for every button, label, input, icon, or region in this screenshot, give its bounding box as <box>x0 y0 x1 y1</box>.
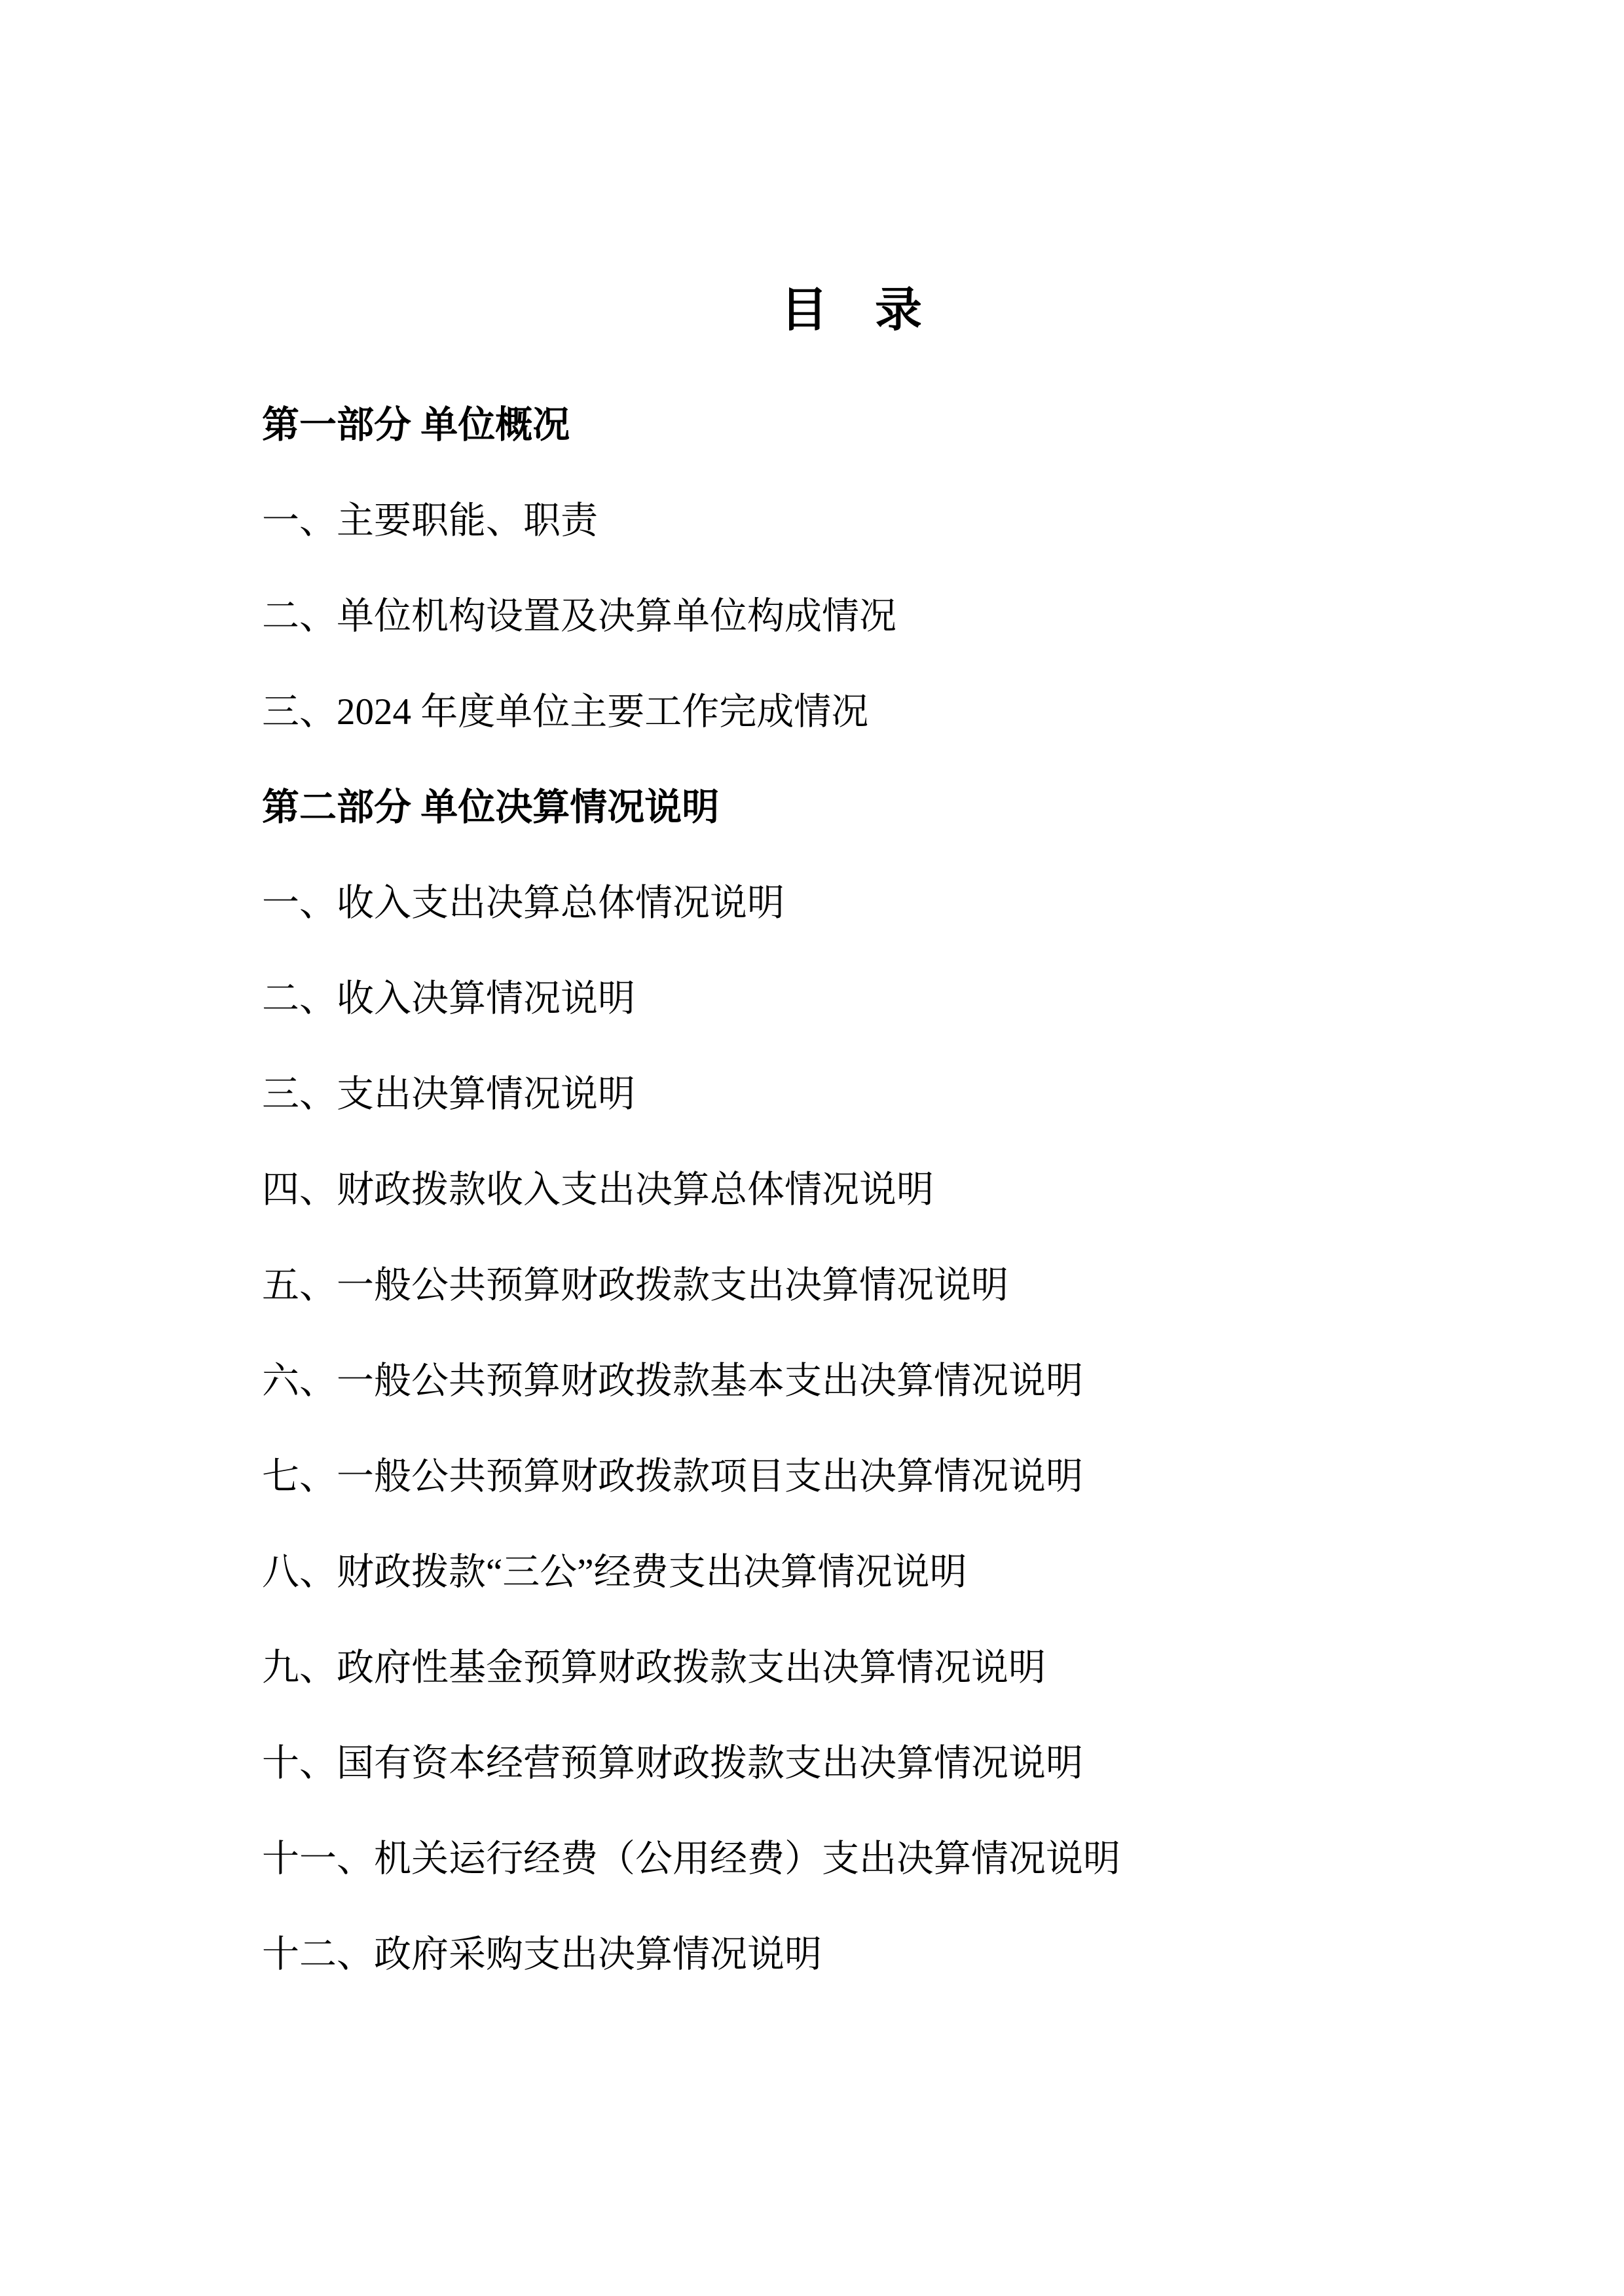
toc-item: 八、财政拨款“三公”经费支出决算情况说明 <box>262 1552 967 1593</box>
toc-item: 三、支出决算情况说明 <box>262 1074 635 1115</box>
table-of-contents <box>262 406 1454 2031</box>
toc-item: 一、主要职能、职责 <box>262 500 598 541</box>
toc-item: 十一、机关运行经费（公用经费）支出决算情况说明 <box>262 1838 1120 1880</box>
toc-item: 五、一般公共预算财政拨款支出决算情况说明 <box>262 1265 1008 1306</box>
toc-item: 三、2024 年度单位主要工作完成情况 <box>262 691 869 733</box>
page-title: 目 录 <box>780 284 922 337</box>
toc-item: 二、收入决算情况说明 <box>262 978 635 1019</box>
toc-item: 十二、政府采购支出决算情况说明 <box>262 1934 822 1975</box>
toc-item: 六、一般公共预算财政拨款基本支出决算情况说明 <box>262 1360 1083 1402</box>
toc-section-header: 第一部分 单位概况 <box>262 405 570 446</box>
toc-item: 二、单位机构设置及决算单位构成情况 <box>262 596 896 637</box>
toc-item: 十、国有资本经营预算财政拨款支出决算情况说明 <box>262 1743 1083 1784</box>
toc-item: 四、财政拨款收入支出决算总体情况说明 <box>262 1169 934 1211</box>
toc-section-header: 第二部分 单位决算情况说明 <box>262 787 720 828</box>
toc-item: 七、一般公共预算财政拨款项目支出决算情况说明 <box>262 1456 1083 1497</box>
toc-item: 一、收入支出决算总体情况说明 <box>262 883 784 924</box>
toc-item: 九、政府性基金预算财政拨款支出决算情况说明 <box>262 1647 1046 1688</box>
